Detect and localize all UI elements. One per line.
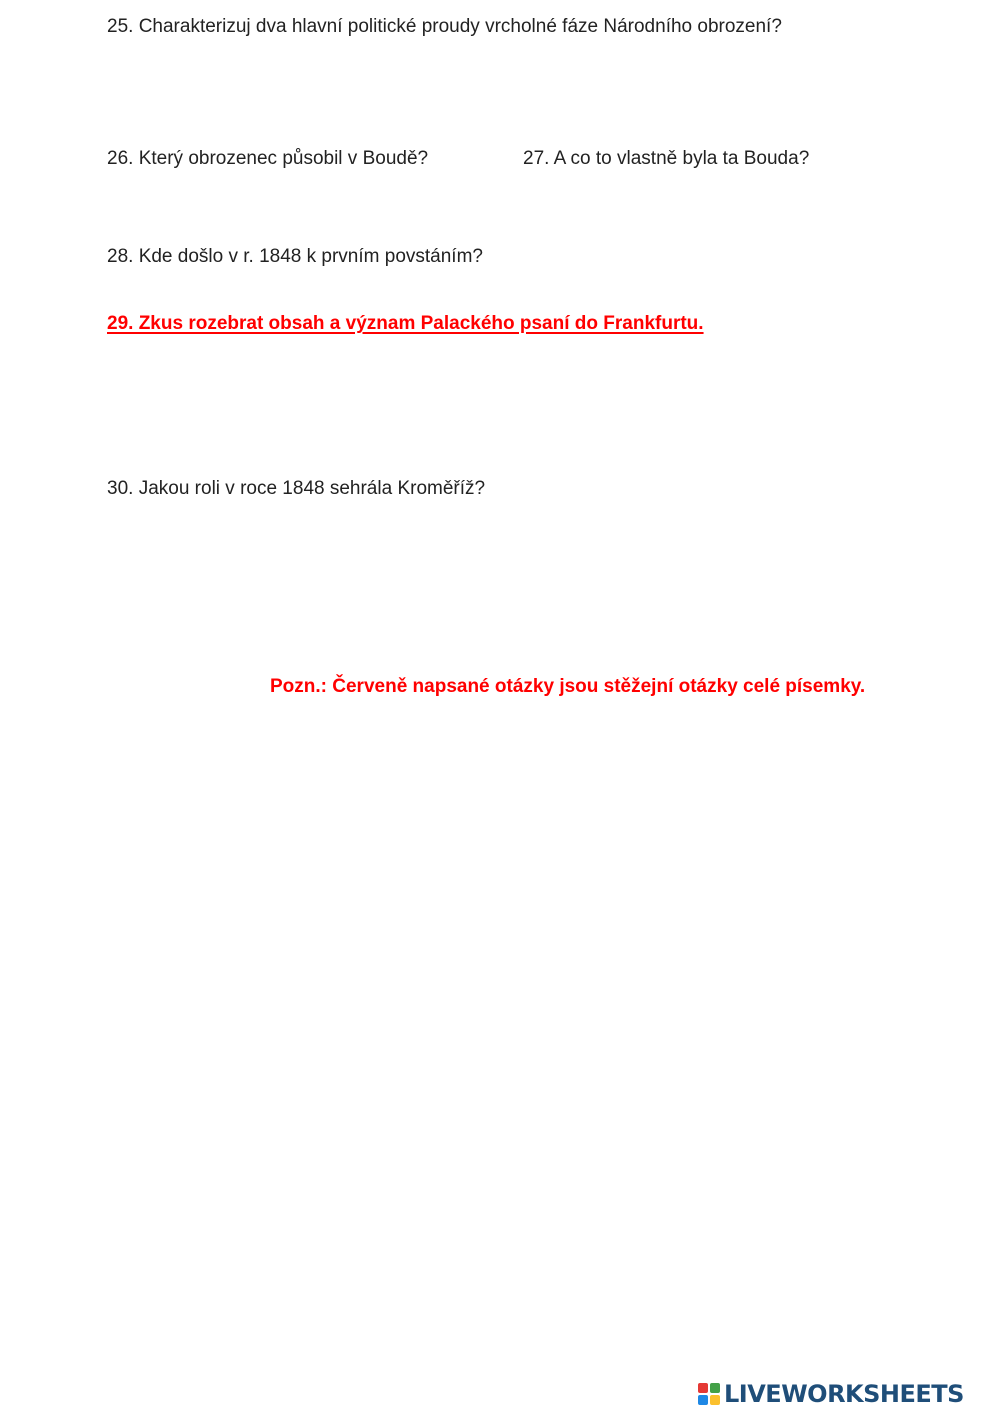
question-29-key: 29. Zkus rozebrat obsah a význam Palackého psaní do Frankfurtu.: [107, 313, 704, 334]
logo-square-red: [698, 1383, 708, 1393]
question-30: 30. Jakou roli v roce 1848 sehrála Kroměříž?: [107, 478, 486, 499]
logo-square-blue: [698, 1395, 708, 1405]
brand-name: LIVEWORKSHEETS: [724, 1380, 964, 1408]
question-25: 25. Charakterizuj dva hlavní politické proudy vrcholné fáze Národního obrození?: [107, 16, 782, 37]
logo-square-green: [710, 1383, 720, 1393]
question-26: 26. Který obrozenec působil v Boudě?: [107, 148, 429, 169]
liveworksheets-logo-icon: [698, 1383, 720, 1405]
liveworksheets-branding[interactable]: [698, 1380, 964, 1408]
question-28: 28. Kde došlo v r. 1848 k prvním povstáním?: [107, 246, 483, 267]
question-27: 27. A co to vlastně byla ta Bouda?: [523, 148, 810, 169]
note-key-questions: Pozn.: Červeně napsané otázky jsou stěžejní otázky celé písemky.: [270, 676, 866, 697]
logo-square-yellow: [710, 1395, 720, 1405]
